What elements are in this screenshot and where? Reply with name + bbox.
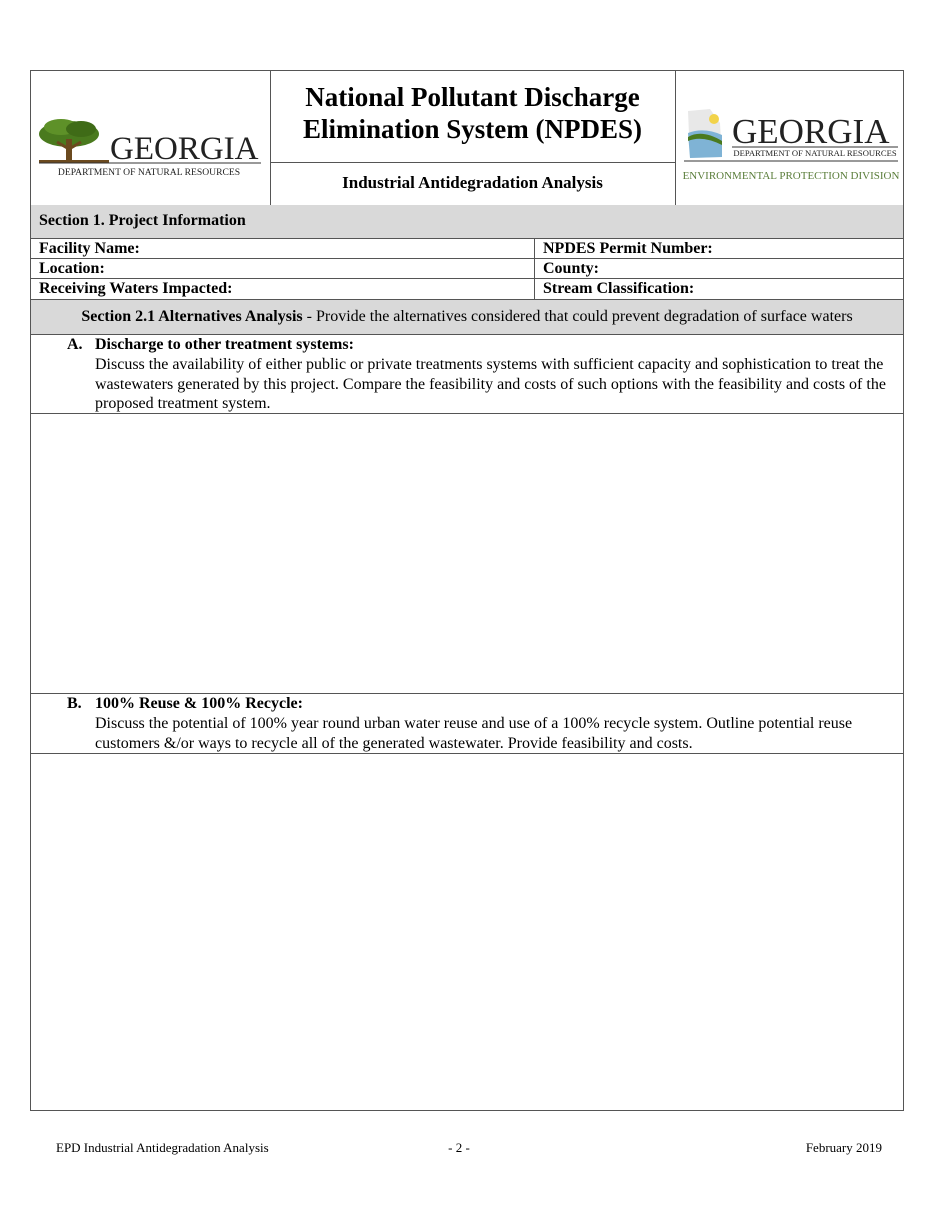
section2-header bbox=[31, 300, 903, 335]
npdes-form bbox=[30, 70, 904, 1111]
location-row bbox=[31, 259, 903, 279]
ga-dnr-logo bbox=[31, 71, 271, 205]
form-header bbox=[31, 71, 903, 206]
right-logo-subline: DEPARTMENT OF NATURAL RESOURCES bbox=[733, 148, 897, 158]
answer-b-field[interactable] bbox=[31, 754, 903, 1110]
location-label: Location: bbox=[39, 260, 105, 277]
answer-a-field[interactable] bbox=[31, 414, 903, 694]
right-logo-wordmark: GEORGIA bbox=[732, 112, 890, 151]
question-b-heading: 100% Reuse & 100% Recycle: bbox=[95, 695, 303, 712]
stream-classification-label: Stream Classification: bbox=[543, 280, 695, 297]
form-subtitle: Industrial Antidegradation Analysis bbox=[342, 173, 603, 192]
county-label: County: bbox=[543, 260, 600, 277]
question-a-heading: Discharge to other treatment systems: bbox=[95, 336, 354, 353]
question-a-label: A. bbox=[67, 336, 83, 353]
ga-epd-logo bbox=[675, 71, 904, 205]
section1-header bbox=[31, 205, 903, 239]
receiving-waters-label: Receiving Waters Impacted: bbox=[39, 280, 233, 297]
receiving-waters-row bbox=[31, 279, 903, 300]
question-b-text: Discuss the potential of 100% year round urban water reuse and use of a 100% recycle system. Outline potential reuse customers &/or ways to recycle all of the generated wastewater. Provide feasibility and costs. bbox=[95, 715, 853, 752]
georgia-state-landscape-icon bbox=[688, 109, 722, 158]
question-a-text: Discuss the availability of either public or private treatments systems with sufficient capacity and sophistication to treat the wastewaters generated by this project. Compare the feasibility and costs of such options with the feasibility and costs of the proposed treatment system. bbox=[95, 356, 886, 412]
oak-tree-icon bbox=[39, 119, 109, 163]
left-logo-subline: DEPARTMENT OF NATURAL RESOURCES bbox=[57, 167, 241, 178]
section1-title: Section 1. Project Information bbox=[39, 212, 246, 229]
section2-title bbox=[31, 308, 903, 326]
left-logo-wordmark: GEORGIA bbox=[110, 131, 259, 167]
form-title-line2: Elimination System (NPDES) bbox=[302, 114, 643, 144]
section2-title-rest: - Provide the alternatives considered that could prevent degradation of surface waters bbox=[302, 308, 853, 325]
title-cell bbox=[270, 71, 675, 205]
facility-row bbox=[31, 239, 903, 259]
npdes-permit-label: NPDES Permit Number: bbox=[543, 240, 713, 257]
footer-date: February 2019 bbox=[805, 1140, 882, 1155]
question-b bbox=[31, 694, 903, 754]
form-title bbox=[270, 81, 675, 145]
form-title-line1: National Pollutant Discharge bbox=[305, 82, 640, 112]
question-b-label: B. bbox=[67, 695, 82, 712]
title-divider bbox=[270, 162, 675, 163]
footer-page-number: - 2 - bbox=[448, 1140, 470, 1155]
section2-title-bold: Section 2.1 Alternatives Analysis bbox=[81, 308, 303, 325]
right-logo-division: ENVIRONMENTAL PROTECTION DIVISION bbox=[682, 170, 900, 182]
question-a bbox=[31, 335, 903, 414]
footer-left: EPD Industrial Antidegradation Analysis bbox=[56, 1140, 269, 1155]
facility-name-label: Facility Name: bbox=[39, 240, 140, 257]
